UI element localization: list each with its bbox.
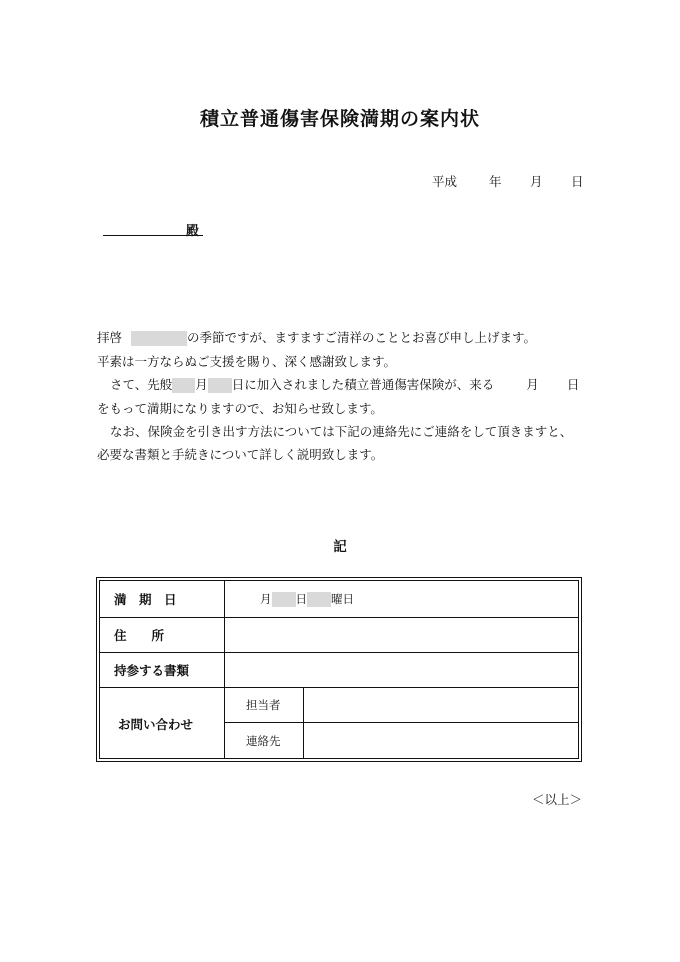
- line3-start: さて、先般: [110, 377, 173, 392]
- date-month: 月: [530, 174, 543, 189]
- line3-day2: 日: [566, 377, 580, 392]
- info-table: [96, 577, 582, 762]
- person-in-charge-label: 担当者: [246, 697, 281, 712]
- addressee-suffix: 殿: [186, 224, 200, 239]
- redacted-season: [131, 331, 187, 346]
- maturity-date-value: [260, 581, 354, 617]
- closing-text: ＜以上＞: [532, 792, 583, 807]
- ki-heading: 記: [333, 539, 347, 555]
- body-line-3: [110, 375, 579, 393]
- redacted-join-month: [172, 378, 195, 393]
- line3-month2: 月: [526, 377, 539, 392]
- document-title: 積立普通傷害保険満期の案内状: [199, 108, 480, 130]
- date-day: 日: [571, 174, 584, 189]
- address-label: 住 所: [114, 627, 165, 643]
- redacted-join-day: [208, 378, 232, 393]
- redacted-maturity-day-number: [272, 592, 296, 607]
- inquiry-label: お問い合わせ: [118, 716, 194, 732]
- greeting-season-text: の季節ですが、ますますご清祥のこととお喜び申し上げます。: [187, 330, 537, 345]
- contact-label: 連絡先: [246, 734, 281, 748]
- table-divider-main: [224, 581, 225, 758]
- body-line-6: 必要な書類と手続きについて詳しく説明致します。: [97, 447, 384, 462]
- documents-label: 持参する書類: [114, 662, 190, 678]
- body-line-2: 平素は一方ならぬご支援を賜り、深く感謝致します。: [97, 354, 397, 369]
- body-line-5: なお、保険金を引き出す方法については下記の連絡先にご連絡をして頂きますと、: [110, 424, 573, 439]
- maturity-weekday: 曜日: [331, 592, 354, 606]
- date-year: 年: [489, 174, 502, 189]
- line3-month: 月: [195, 377, 208, 392]
- body-line-4: をもって満期になりますので、お知らせ致します。: [97, 401, 383, 416]
- maturity-day: 日: [295, 592, 307, 606]
- date-era: 平成: [432, 174, 458, 189]
- body-line-1: [97, 328, 536, 346]
- greeting-opening: 拝啓: [97, 330, 123, 345]
- table-row-line: [100, 617, 578, 618]
- maturity-month: 月: [260, 592, 272, 606]
- redacted-weekday: [307, 592, 331, 607]
- line3-mid: 日に加入されました積立普通傷害保険が、来る: [231, 377, 495, 392]
- maturity-date-label: 満 期 日: [114, 592, 177, 607]
